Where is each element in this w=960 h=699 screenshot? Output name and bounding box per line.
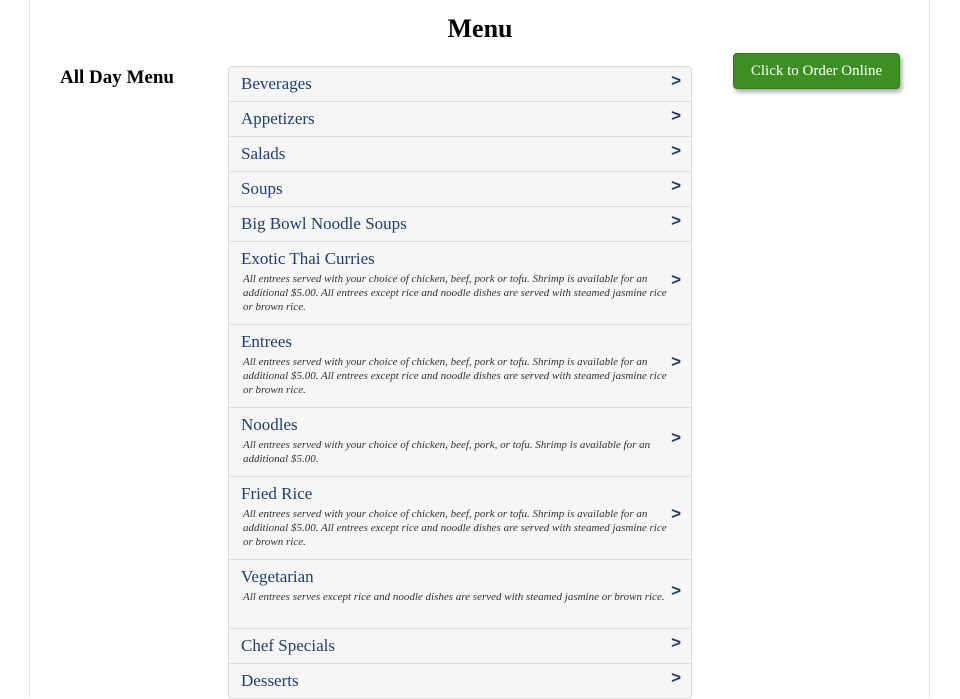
category-name: Appetizers: [241, 109, 315, 128]
category-name: Chef Specials: [241, 636, 335, 655]
category-name: Exotic Thai Curries: [241, 249, 375, 268]
category-name: Fried Rice: [241, 484, 313, 503]
category-description: All entrees served with your choice of chicken, beef, pork or tofu. Shrimp is available for an additional $5.00. All entrees except rice and noodle dishes are served with steamed jasmine rice or brown rice.: [243, 508, 667, 548]
category-name: Entrees: [241, 332, 292, 351]
category-name: Noodles: [241, 415, 298, 434]
category-description: All entrees served with your choice of chicken, beef, pork, or tofu. Shrimp is available for an additional $5.00.: [243, 439, 651, 465]
page-title: Menu: [447, 14, 513, 43]
category-description: All entrees served with your choice of chicken, beef, pork or tofu. Shrimp is available for an additional $5.00. All entrees except rice and noodle dishes are served with steamed jasmine rice or brown rice.: [243, 273, 667, 313]
chevron-right-icon: >: [671, 176, 681, 195]
category-name: Salads: [241, 144, 286, 163]
category-desserts[interactable]: [229, 663, 691, 698]
category-name: Vegetarian: [241, 567, 314, 586]
category-description: All entrees served with your choice of chicken, beef, pork or tofu. Shrimp is available for an additional $5.00. All entrees except rice and noodle dishes are served with steamed jasmine rice or brown rice.: [243, 356, 667, 396]
category-name: Big Bowl Noodle Soups: [241, 214, 407, 233]
category-entrees[interactable]: [229, 324, 691, 407]
menu-category-list: [228, 66, 692, 699]
chevron-right-icon: >: [671, 141, 681, 160]
chevron-right-icon: >: [671, 581, 681, 600]
order-online-button[interactable]: Click to Order Online: [733, 53, 900, 89]
category-noodles[interactable]: [229, 407, 691, 476]
chevron-right-icon: >: [671, 270, 681, 289]
chevron-right-icon: >: [671, 106, 681, 125]
category-exotic-thai-curries[interactable]: [229, 241, 691, 324]
category-name: Desserts: [241, 671, 299, 690]
category-chef-specials[interactable]: [229, 628, 691, 663]
category-description: All entrees serves except rice and noodle dishes are served with steamed jasmine or brown rice.: [243, 591, 665, 603]
category-name: Beverages: [241, 74, 312, 93]
chevron-right-icon: >: [671, 71, 681, 90]
category-fried-rice[interactable]: [229, 476, 691, 559]
chevron-right-icon: >: [671, 504, 681, 523]
category-big-bowl-noodle-soups[interactable]: [229, 206, 691, 241]
chevron-right-icon: >: [671, 428, 681, 447]
category-salads[interactable]: [229, 136, 691, 171]
chevron-right-icon: >: [671, 668, 681, 687]
category-name: Soups: [241, 179, 283, 198]
menu-name-heading: All Day Menu: [60, 67, 174, 88]
chevron-right-icon: >: [671, 211, 681, 230]
chevron-right-icon: >: [671, 352, 681, 371]
category-vegetarian[interactable]: [229, 559, 691, 628]
category-appetizers[interactable]: [229, 101, 691, 136]
chevron-right-icon: >: [671, 633, 681, 652]
category-beverages[interactable]: [229, 67, 691, 101]
category-soups[interactable]: [229, 171, 691, 206]
